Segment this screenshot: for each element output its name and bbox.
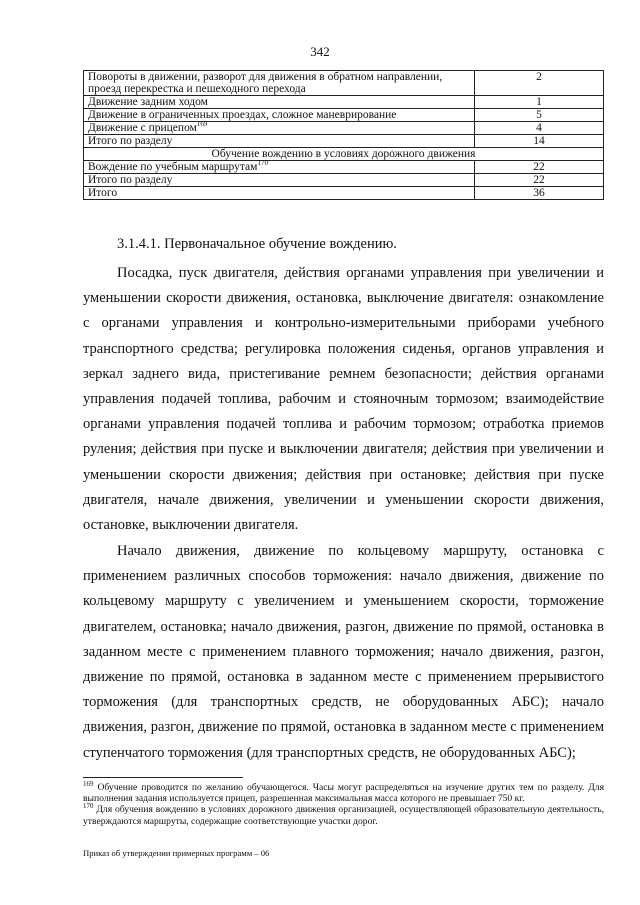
- topic-cell: Движение задним ходом: [84, 96, 475, 109]
- hours-cell: 1: [475, 96, 604, 109]
- hours-cell: 4: [475, 122, 604, 135]
- topic-cell: Итого по разделу: [84, 174, 475, 187]
- hours-cell: 22: [475, 161, 604, 174]
- page-number: 342: [310, 44, 330, 59]
- hours-table: [83, 70, 604, 200]
- footnote-ref: 169: [196, 120, 208, 129]
- table-row: [84, 135, 604, 148]
- topic-cell: Итого по разделу: [84, 135, 475, 148]
- hours-cell: 5: [475, 109, 604, 122]
- table-row: [84, 187, 604, 200]
- hours-cell: 22: [475, 174, 604, 187]
- footnote: [83, 804, 604, 826]
- topic-text: Движение с прицепом: [88, 122, 197, 134]
- footnote: [83, 779, 604, 805]
- section-title-cell: Обучение вождению в условиях дорожного движения: [84, 148, 604, 161]
- footnote-ref: 170: [257, 159, 268, 168]
- topic-cell: [84, 122, 475, 135]
- topic-cell: Повороты в движении, разворот для движения в обратном направлении, проезд перекрестка и пешеходного перехода: [84, 71, 475, 96]
- footnote-mark: 169: [83, 779, 94, 788]
- topic-cell: Движение в ограниченных проездах, сложное маневрирование: [84, 109, 475, 122]
- table-section-row: [84, 148, 604, 161]
- footnote-text: Для обучения вождению в условиях дорожного движения организацией, осуществляющей образовательную деятельность, утверждаются маршруты, содержащие соответствующие участки дорог.: [83, 804, 604, 827]
- topic-cell: [84, 161, 475, 174]
- topic-cell: Итого: [84, 187, 475, 200]
- table-row: [84, 71, 604, 96]
- topic-text: Вождение по учебным маршрутам: [88, 161, 258, 173]
- footnote-mark: 170: [83, 802, 94, 811]
- hours-cell: 36: [475, 187, 604, 200]
- footnote-divider: [83, 777, 243, 778]
- table-row: [84, 109, 604, 122]
- hours-cell: 14: [475, 135, 604, 148]
- table-row: [84, 96, 604, 109]
- body-paragraph: Начало движения, движение по кольцевому маршруту, остановка с применением различных способов торможения: начало движения, движение по кольцевому маршруту с увеличением и уменьшением скорости, торможение двигателем, остановка; начало движения, разгон, движение по прямой, остановка в заданном месте с применением плавного торможения; начало движения, разгон, движение по прямой, остановка в заданном месте с применением прерывистого торможения (для транспортных средств, не оборудованных АБС); начало движения, разгон, движение по прямой, остановка в заданном месте с применением ступенчатого торможения (для транспортных средств, не оборудованных АБС);: [83, 543, 604, 761]
- table-row: [84, 174, 604, 187]
- table-row: [84, 122, 604, 135]
- document-footer: Приказ об утверждении примерных программ – 06: [83, 848, 270, 858]
- body-paragraph: Посадка, пуск двигателя, действия органами управления при увеличении и уменьшении скорости движения, остановка, выключение двигателя: ознакомление с органами управления и контрольно-измерительными приборами учебного транспортного средства; регулировка положения сиденья, органов управления и зеркал заднего вида, пристегивание ремнем безопасности; действия органами управления подачей топлива, рабочим и стояночным тормозом; взаимодействие органами управления подачей топлива и рабочим тормозом; отработка приемов руления; действия при пуске и выключении двигателя; действия при увеличении и уменьшении скорости движения; действия при остановке; действия при пуске двигателя, начале движения, увеличении и уменьшении скорости движения, остановке, выключении двигателя.: [83, 265, 604, 534]
- table-row: [84, 161, 604, 174]
- footnote-text: Обучение проводится по желанию обучающегося. Часы могут распределяться на изучение других тем по разделу. Для выполнения задания используется прицеп, разрешенная максимальная масса которого не превышает 750 кг.: [83, 782, 604, 805]
- subsection-heading: 3.1.4.1. Первоначальное обучение вождению.: [117, 236, 397, 252]
- footnotes: [83, 779, 604, 827]
- hours-cell: 2: [475, 71, 604, 96]
